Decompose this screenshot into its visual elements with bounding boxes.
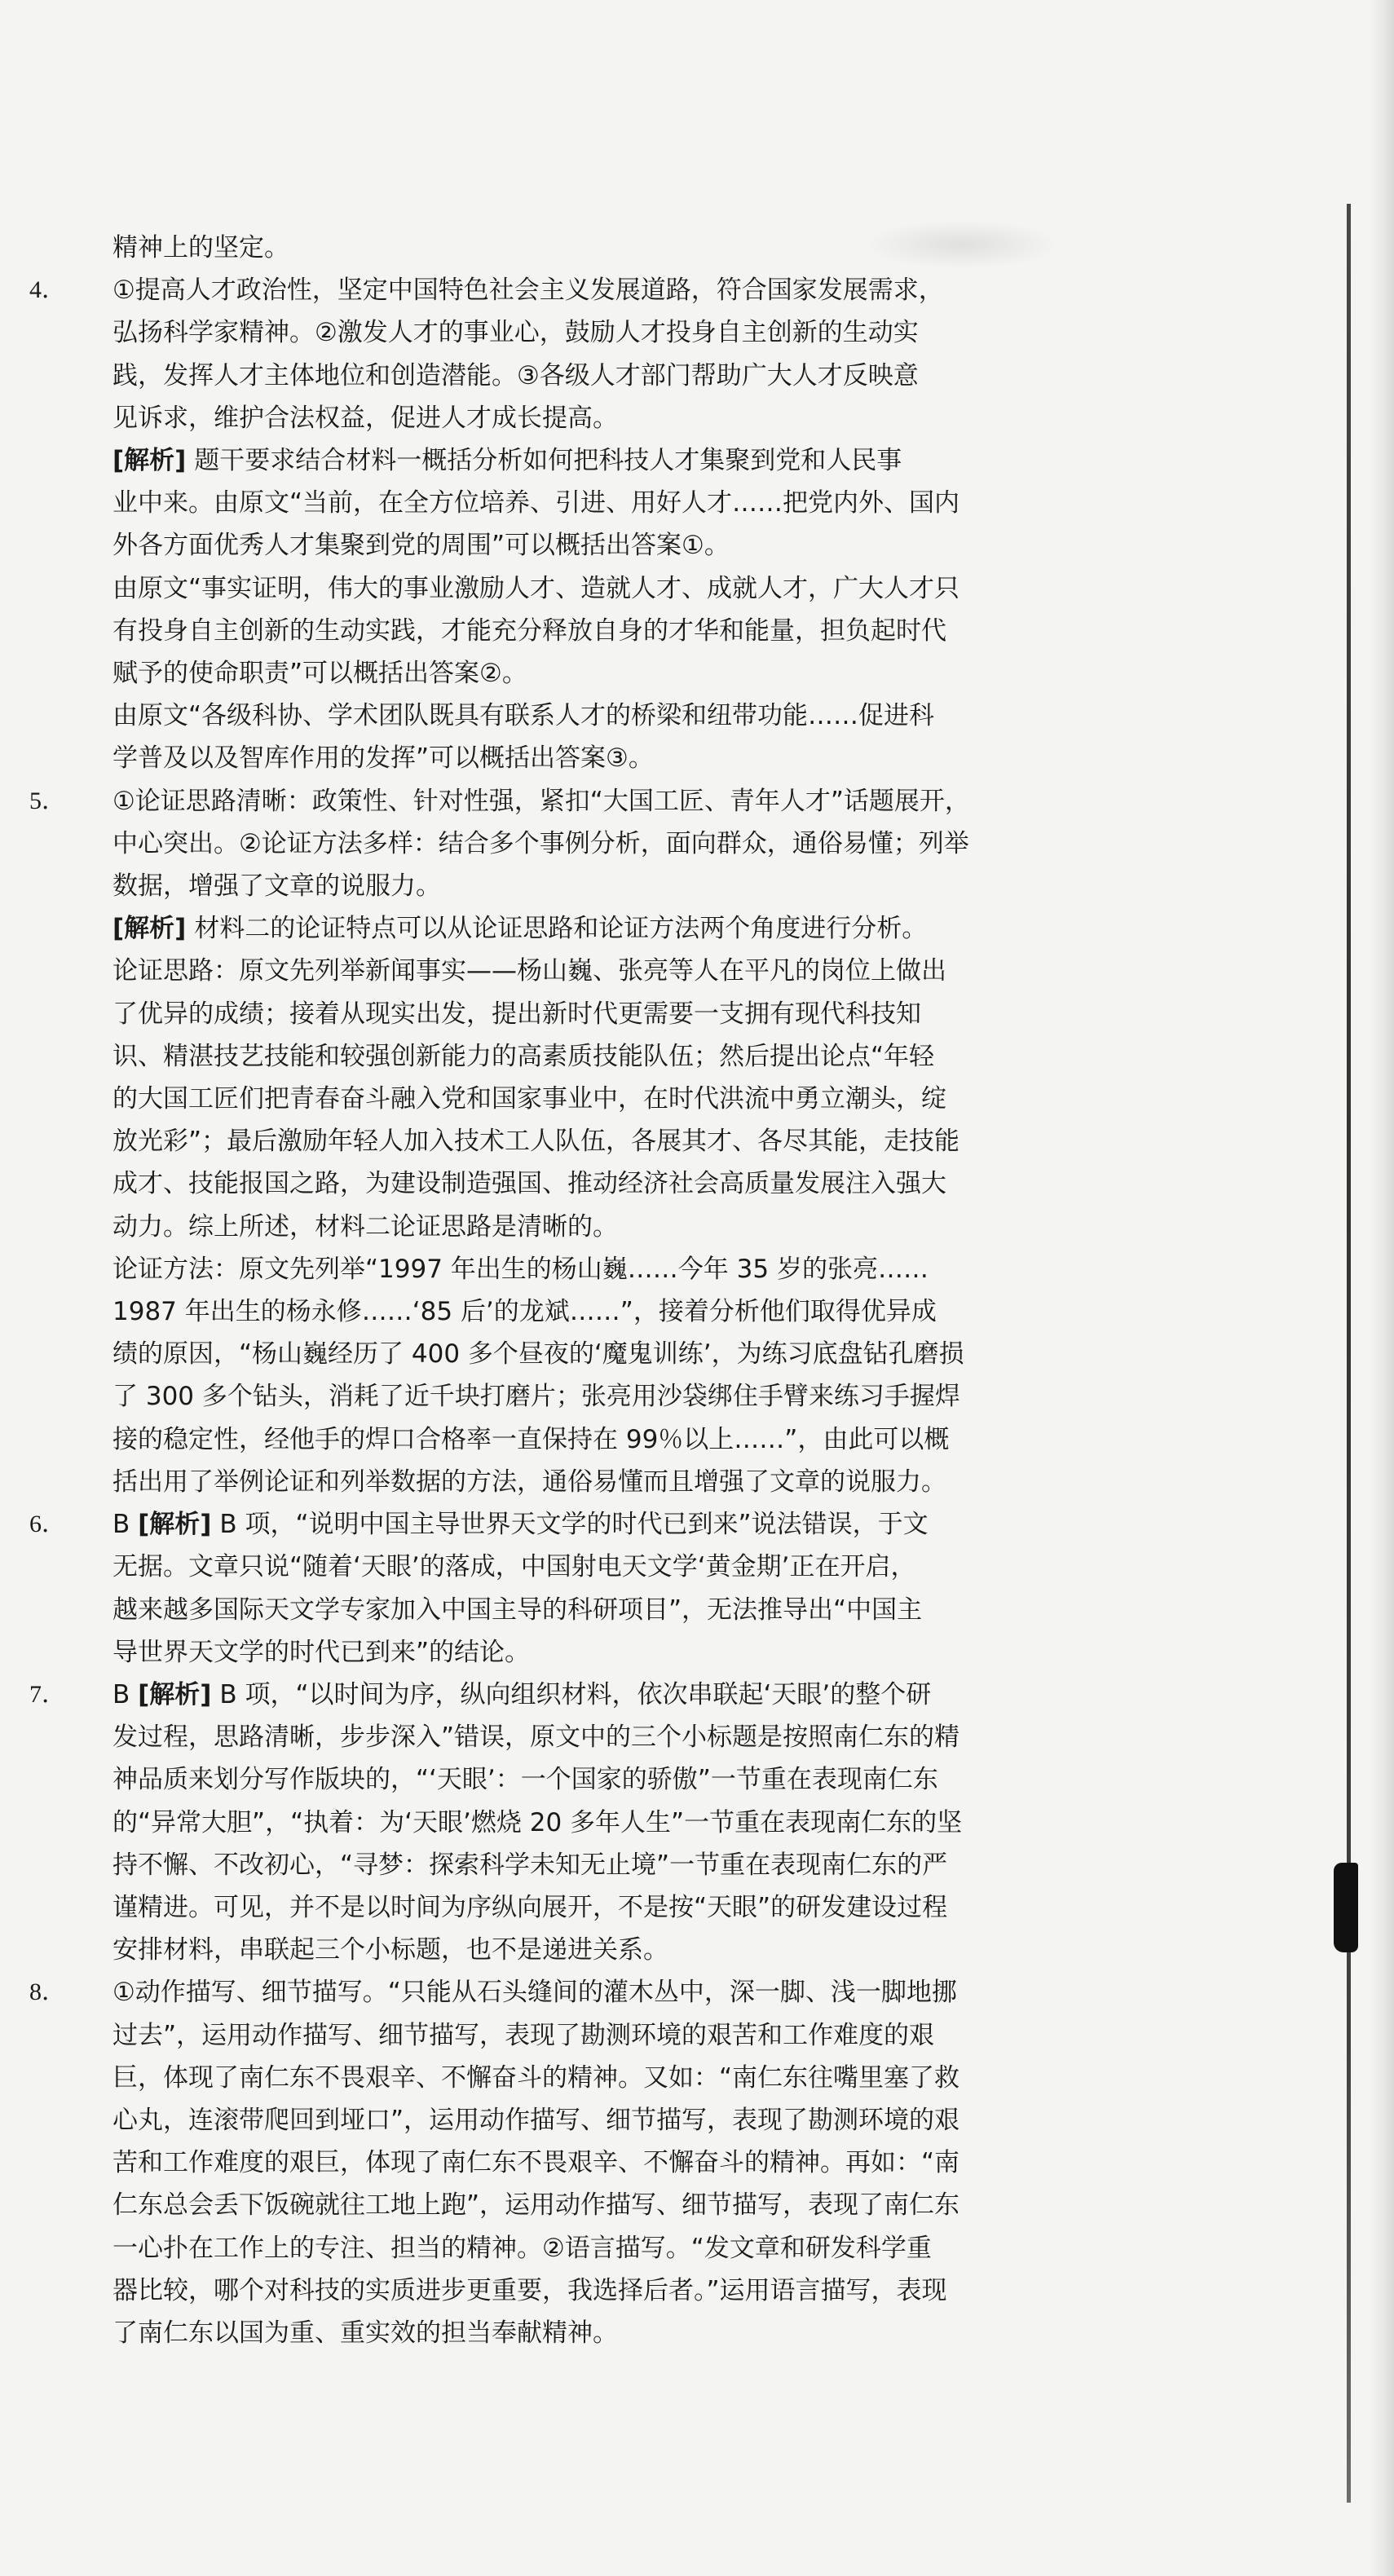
- answer-item-5: [0, 780, 1060, 1503]
- scan-shadow-blob: [1334, 1863, 1358, 1952]
- text-line: 业中来。由原文“当前，在全方位培养、引进、用好人才……把党内外、国内: [112, 488, 960, 518]
- text-line: 仁东总会丢下饭碗就往工地上跑”，运用动作描写、细节描写，表现了南仁东: [112, 2190, 960, 2221]
- text-line: 接的稳定性，经他手的焊口合格率一直保持在 99％以上……”，由此可以概: [112, 1424, 950, 1454]
- text-line: ①动作描写、细节描写。“只能从石头缝间的灌木丛中，深一脚、浅一脚地挪: [112, 1978, 957, 2008]
- text-line: 的“异常大胆”，“执着：为‘天眼’燃烧 20 多年人生”一节重在表现南仁东的坚: [112, 1807, 963, 1837]
- text-line: 了优异的成绩；接着从现实出发，提出新时代更需要一支拥有现代科技知: [112, 999, 921, 1029]
- text-line: 成才、技能报国之路，为建设制造强国、推动经济社会高质量发展注入强大: [112, 1169, 946, 1199]
- item-number: 6．: [29, 1511, 66, 1538]
- item-number: 4．: [29, 276, 66, 304]
- text-line: 巨，体现了南仁东不畏艰辛、不懈奋斗的精神。又如：“南仁东往嘴里塞了救: [112, 2062, 960, 2093]
- text-line: 了南仁东以国为重、重实效的担当奉献精神。: [112, 2318, 618, 2348]
- text-line: 有投身自主创新的生动实践，才能充分释放自身的才华和能量，担负起时代: [112, 615, 946, 646]
- analysis-tag: [解析]: [112, 446, 187, 476]
- text-line: 谨精进。可见，并不是以时间为序纵向展开，不是按“天眼”的研发建设过程: [112, 1892, 948, 1922]
- text-line: 赋予的使命职责”可以概括出答案②。: [112, 659, 527, 689]
- text-line: 神品质来划分写作版块的，“‘天眼’：一个国家的骄傲”一节重在表现南仁东: [112, 1765, 938, 1795]
- answer-item-8: [0, 1971, 1060, 2354]
- answer-choice: B: [112, 1679, 130, 1709]
- text-line: 绩的原因，“杨山巍经历了 400 多个昼夜的‘魔鬼训练’，为练习底盘钻孔磨损: [112, 1339, 964, 1370]
- analysis-text: B 项，“说明中国主导世界天文学的时代已到来”说法错误，于文: [211, 1510, 929, 1540]
- text-line: 学普及以及智库作用的发挥”可以概括出答案③。: [112, 743, 654, 774]
- page-binding-edge: [1370, 0, 1394, 2576]
- scan-shadow-edge: [1347, 204, 1351, 2503]
- text-line: 见诉求，维护合法权益，促进人才成长提高。: [112, 403, 618, 433]
- text-line: 发过程，思路清晰，步步深入”错误，原文中的三个小标题是按照南仁东的精: [112, 1722, 960, 1753]
- text-line: 了 300 多个钻头，消耗了近千块打磨片；张亮用沙袋绑住手臂来练习手握焊: [112, 1382, 960, 1412]
- text-line: ①提高人才政治性，坚定中国特色社会主义发展道路，符合国家发展需求，: [112, 276, 944, 306]
- analysis-text: 题干要求结合材料一概括分析如何把科技人才集聚到党和人民事: [186, 446, 902, 476]
- text-line: ①论证思路清晰：政策性、针对性强，紧扣“大国工匠、青年人才”话题展开，: [112, 786, 970, 816]
- analysis-tag: [解析]: [138, 1510, 212, 1540]
- text-line: 一心扑在工作上的专注、担当的精神。②语言描写。“发文章和研发科学重: [112, 2233, 932, 2263]
- answer-item-4: [0, 269, 1060, 779]
- text-line: 1987 年出生的杨永修……‘85 后’的龙斌……”，接着分析他们取得优异成: [112, 1297, 937, 1327]
- text-line: 苦和工作难度的艰巨，体现了南仁东不畏艰辛、不懈奋斗的精神。再如：“南: [112, 2148, 960, 2178]
- text-line: 弘扬科学家精神。②激发人才的事业心，鼓励人才投身自主创新的生动实: [112, 318, 919, 348]
- text-line: 括出用了举例论证和列举数据的方法，通俗易懂而且增强了文章的说服力。: [112, 1467, 946, 1497]
- text-line: 论证思路：原文先列举新闻事实——杨山巍、张亮等人在平凡的岗位上做出: [112, 956, 946, 986]
- text-line: 外各方面优秀人才集聚到党的周围”可以概括出答案①。: [112, 531, 730, 561]
- text-line: 持不懈、不改初心，“寻梦：探索科学未知无止境”一节重在表现南仁东的严: [112, 1850, 948, 1880]
- text-line: 心丸，连滚带爬回到垭口”，运用动作描写、细节描写，表现了勘测环境的艰: [112, 2105, 960, 2135]
- text-line: 动力。综上所述，材料二论证思路是清晰的。: [112, 1211, 618, 1242]
- text-line: 识、精湛技艺技能和较强创新能力的高素质技能队伍；然后提出论点“年轻: [112, 1041, 935, 1071]
- text-line: 器比较，哪个对科技的实质进步更重要，我选择后者。”运用语言描写，表现: [112, 2275, 947, 2305]
- text-line: 中心突出。②论证方法多样：结合多个事例分析，面向群众，通俗易懂；列举: [112, 828, 969, 858]
- analysis-tag: [解析]: [112, 914, 187, 944]
- text-line: 精神上的坚定。: [112, 233, 289, 262]
- item-number: 5．: [29, 787, 66, 814]
- analysis-first-line: [112, 1503, 1060, 1546]
- analysis-text: 材料二的论证特点可以从论证思路和论证方法两个角度进行分析。: [186, 914, 928, 944]
- analysis-first-line: [112, 907, 1060, 950]
- answer-content: [0, 227, 1394, 2354]
- text-line: 放光彩”；最后激励年轻人加入技术工人队伍，各展其才、各尽其能，走技能: [112, 1127, 960, 1157]
- text-line: 过去”，运用动作描写、细节描写，表现了勘测环境的艰苦和工作难度的艰: [112, 2020, 935, 2050]
- item-number: 8．: [29, 1978, 66, 2006]
- continuation-text: [0, 227, 1060, 269]
- text-line: 数据，增强了文章的说服力。: [112, 871, 441, 902]
- text-line: 由原文“事实证明，伟大的事业激励人才、造就人才、成就人才，广大人才只: [112, 573, 960, 603]
- text-line: 导世界天文学的时代已到来”的结论。: [112, 1637, 531, 1667]
- analysis-text: B 项，“以时间为序，纵向组织材料，依次串联起‘天眼’的整个研: [211, 1679, 932, 1709]
- answer-item-6: [0, 1503, 1060, 1674]
- text-line: 安排材料，串联起三个小标题，也不是递进关系。: [112, 1935, 668, 1965]
- analysis-first-line: [112, 439, 1060, 482]
- text-line: 由原文“各级科协、学术团队既具有联系人才的桥梁和纽带功能……促进科: [112, 701, 935, 731]
- item-number: 7．: [29, 1680, 66, 1708]
- text-line: 越来越多国际天文学专家加入中国主导的科研项目”，无法推导出“中国主: [112, 1595, 923, 1625]
- analysis-tag: [解析]: [138, 1679, 212, 1709]
- text-line: 的大国工匠们把青春奋斗融入党和国家事业中，在时代洪流中勇立潮头，绽: [112, 1084, 946, 1114]
- text-line: 论证方法：原文先列举“1997 年出生的杨山巍……今年 35 岁的张亮……: [112, 1254, 929, 1284]
- answer-item-7: [0, 1674, 1060, 1971]
- analysis-first-line: [112, 1674, 1060, 1716]
- answer-choice: B: [112, 1510, 130, 1540]
- text-line: 践，发挥人才主体地位和创造潜能。③各级人才部门帮助广大人才反映意: [112, 360, 919, 390]
- text-line: 无据。文章只说“随着‘天眼’的落成，中国射电天文学‘黄金期’正在开启，: [112, 1552, 916, 1582]
